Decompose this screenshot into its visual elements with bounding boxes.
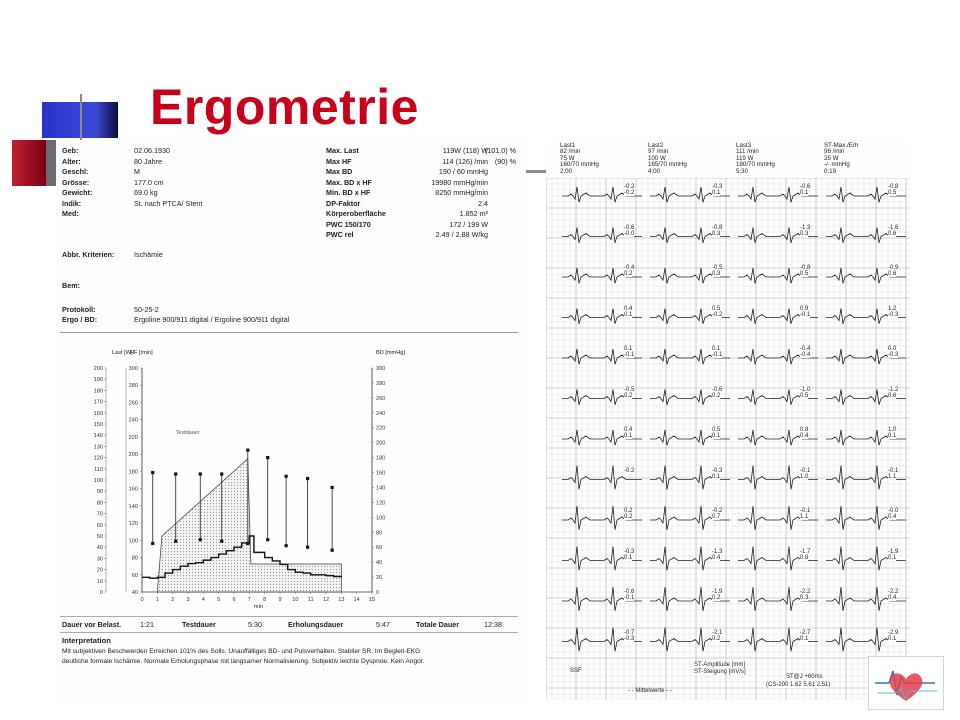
ecg-st-value: 1.0 — [800, 473, 809, 480]
last-tick-label: 0 — [99, 590, 103, 596]
testdauer-label: Testdauer — [182, 620, 216, 629]
cardio-logo — [868, 656, 944, 710]
ecg-st-value: -0.7 — [624, 629, 635, 636]
bd-tick-label: 160 — [376, 470, 386, 477]
ecg-st-value: 0.1 — [624, 433, 633, 440]
bp-systolic-mark — [220, 472, 223, 475]
ecg-st-value: -1.3 — [800, 224, 811, 231]
ecg-st-value: 1.1 — [888, 473, 897, 480]
patient-value: St. nach PTCA/ Stent — [134, 198, 203, 208]
ecg-st-value: -2.1 — [712, 629, 723, 636]
ecg-st-value: -0.3 — [624, 548, 635, 555]
load-area — [157, 459, 341, 592]
hf-tick-label: 300 — [128, 366, 138, 372]
hf-tick-label: 180 — [128, 469, 138, 476]
ecg-st-value: 0.4 — [800, 433, 809, 440]
heart-ecg-icon — [869, 657, 943, 709]
interpretation-title: Interpretation — [62, 636, 111, 645]
ecg-st-value: 0.7 — [712, 514, 721, 521]
ecg-legend-1: ST-Amplitude [mm] — [694, 662, 746, 668]
bp-systolic-mark — [246, 449, 249, 452]
bp-systolic-mark — [331, 486, 334, 489]
bd-tick-label: 260 — [376, 395, 386, 402]
bd-tick-label: 300 — [376, 366, 386, 372]
ecg-column-header: 165/70 mmHg — [648, 161, 687, 169]
patient-value: M — [134, 167, 140, 176]
last-tick-label: 30 — [96, 556, 103, 563]
ecg-st-value: -2.7 — [800, 629, 811, 636]
patient-value: 177.0 cm — [134, 177, 164, 187]
patient-label: Gewicht: — [62, 188, 93, 197]
ecg-st-value: -0.9 — [888, 265, 899, 271]
hf-tick-label: 100 — [128, 538, 138, 545]
bp-diastolic-mark — [246, 542, 249, 545]
last-tick-label: 120 — [93, 455, 103, 462]
result-value: 190 / 60 mmHg — [438, 167, 488, 176]
ecg-st-value: 0.0 — [888, 346, 897, 352]
ecg-st-value: -0.2 — [624, 184, 635, 190]
ecg-column-header: Last3 — [736, 142, 752, 149]
last-tick-label: 50 — [96, 534, 103, 540]
last-tick-label: 90 — [96, 489, 103, 496]
ecg-st-value: -0.5 — [624, 386, 635, 393]
last-tick-label: 110 — [94, 466, 103, 473]
protokoll-value: 50-25-2 — [134, 305, 159, 314]
result-label: DP-Faktor — [326, 198, 361, 208]
x-tick-label: 8 — [263, 597, 267, 603]
ecg-column-header: 4:00 — [648, 167, 661, 175]
ecg-st-value: 1.0 — [888, 427, 897, 433]
total-label: Totale Dauer — [416, 620, 460, 629]
patient-label: Alter: — [62, 156, 81, 166]
patient-value: 69.0 kg — [134, 188, 158, 197]
x-axis-label: min — [253, 604, 263, 610]
ecg-column-header: 100 W — [648, 154, 666, 162]
ecg-st-value: 0.6 — [888, 230, 897, 237]
x-tick-label: 6 — [232, 597, 236, 603]
result-value: 2.4 — [478, 198, 488, 208]
ecg-st-value: 0.5 — [888, 190, 897, 197]
ecg-st-value: 0.1 — [800, 635, 809, 642]
ecg-st-value: -0.4 — [624, 265, 635, 271]
ecg-st-label: ST@J +60ms — [786, 674, 823, 680]
hf-tick-label: 260 — [128, 400, 138, 407]
bp-diastolic-mark — [285, 544, 288, 547]
ecg-st-value: 0.1 — [800, 190, 809, 197]
result-label: Körperoberfläche — [326, 209, 386, 218]
bp-diastolic-mark — [174, 540, 177, 543]
result-value: 172 / 199 W — [449, 219, 488, 229]
ecg-st-value: -0.1 — [624, 595, 635, 602]
summary-divider-2 — [60, 632, 518, 633]
hf-tick-label: 160 — [128, 486, 138, 493]
erholung-label: Erholungsdauer — [288, 620, 344, 629]
ecg-column-header: 119 W — [736, 154, 754, 162]
ergo-label: Ergo / BD: — [62, 315, 98, 324]
x-tick-label: 5 — [217, 597, 221, 603]
abbr-value: Ischämie — [134, 250, 163, 259]
last-tick-label: 170 — [93, 399, 103, 406]
ecg-st-value: 0.1 — [712, 433, 721, 440]
ecg-st-value: -0.6 — [800, 184, 811, 190]
last-tick-label: 40 — [96, 545, 103, 552]
abbr-row — [62, 250, 114, 261]
ecg-st-value: -0.4 — [800, 352, 811, 359]
ecg-column-header: 5:30 — [736, 167, 749, 175]
ecg-st-value: -1.9 — [888, 548, 899, 555]
ecg-st-value: -0.6 — [712, 386, 723, 393]
ecg-st-value: 0.6 — [888, 271, 897, 278]
bp-diastolic-mark — [306, 546, 309, 549]
erholung-value: 5:47 — [376, 620, 390, 629]
result-label: PWC 150/170 — [326, 219, 371, 229]
x-tick-label: 12 — [322, 597, 330, 603]
last-tick-label: 180 — [93, 388, 103, 395]
ecg-st-value: 0.3 — [712, 230, 721, 237]
ecg-st-value: -1.3 — [712, 548, 723, 555]
bd-tick-label: 200 — [376, 440, 386, 447]
bd-tick-label: 100 — [376, 515, 386, 522]
hf-tick-label: 140 — [128, 503, 138, 510]
ecg-st-value: -1.7 — [800, 548, 811, 555]
ecg-st-value: 0.2 — [624, 514, 633, 521]
ecg-st-value: 0.3 — [800, 595, 809, 602]
bd-tick-label: 180 — [376, 455, 386, 462]
ecg-column-header: -/- mmHg — [824, 161, 850, 169]
chart-annotation: Testdauer — [175, 430, 200, 437]
hf-tick-label: 200 — [128, 452, 138, 459]
ecg-column-header: 75 W — [560, 154, 575, 162]
interpretation-line: Mit subjektiven Beschwerden Erreichen 101% des Solls. Unauffälliges BD- und Pulsverhalten. Stabiler SR. Im Begleit-EKG — [62, 648, 421, 655]
last-tick-label: 130 — [93, 444, 103, 451]
ecg-st-value: 0.1 — [624, 311, 633, 318]
x-tick-label: 15 — [368, 597, 376, 603]
bp-systolic-mark — [285, 475, 288, 478]
hf-axis-label: HF [/min] — [130, 350, 153, 356]
x-tick-label: 9 — [278, 597, 282, 603]
ecg-st-value: -0.2 — [624, 190, 635, 197]
result-label: Min. BD x HF — [326, 188, 371, 197]
bd-tick-label: 120 — [376, 500, 386, 507]
last-tick-label: 20 — [96, 567, 103, 574]
patient-value: 80 Jahre — [134, 156, 162, 166]
ecg-cs-label: (CS-200 1.62 5.61 2.51) — [766, 682, 831, 688]
ecg-column-header: 96 /min — [824, 148, 845, 156]
result-extra: (90) % — [494, 156, 516, 166]
ecg-st-value: -2.9 — [888, 629, 899, 636]
ecg-st-value: 0.9 — [800, 305, 809, 312]
ecg-st-value: 0.5 — [712, 427, 721, 433]
abbr-label: Abbr. Kriterien: — [62, 250, 115, 259]
bp-systolic-mark — [151, 471, 154, 474]
patient-label: Geb: — [62, 146, 79, 155]
ecg-st-value: 0.2 — [624, 508, 633, 514]
ecg-st-value: -0.4 — [800, 346, 811, 352]
interpretation-line: deutliche formale Ischämie. Normale Erholungsphase mit langsamer Normalisierung. Subjektiv leichte Dyspnoe. Kein Angor. — [62, 658, 425, 665]
bd-tick-label: 60 — [376, 545, 383, 552]
hf-tick-label: 120 — [128, 521, 138, 528]
last-tick-label: 100 — [93, 478, 103, 484]
summary-divider — [60, 616, 518, 617]
x-tick-label: 0 — [140, 597, 144, 603]
result-value: 1.852 m² — [459, 209, 488, 218]
ecg-column-header: ST-Max./Erh — [824, 142, 859, 149]
bd-tick-label: 220 — [376, 425, 386, 432]
ecg-st-value: 0.3 — [800, 230, 809, 237]
ecg-st-value: -0.1 — [800, 508, 811, 514]
result-label: Max HF — [326, 156, 352, 166]
ecg-legend-2: ST-Steigung [mV/s] — [694, 669, 746, 675]
ergometry-chart — [56, 340, 522, 622]
dauer-vor-value: 1:21 — [140, 620, 154, 629]
ecg-column-header: 160/70 mmHg — [560, 161, 599, 169]
ecg-column-header: 2:00 — [560, 167, 573, 175]
x-tick-label: 3 — [186, 597, 190, 603]
hf-tick-label: 220 — [128, 434, 138, 441]
ecg-st-value: -0.5 — [712, 265, 723, 271]
last-tick-label: 80 — [96, 500, 103, 507]
bp-systolic-mark — [306, 477, 309, 480]
result-value: 114 (126) /min — [442, 156, 488, 166]
result-label: PWC rel — [326, 230, 354, 239]
ecg-mittelwerte: - - Mittelwerte - - — [628, 688, 672, 694]
ecg-st-value: 0.4 — [888, 514, 897, 521]
ecg-st-value: -0.0 — [624, 230, 635, 237]
ecg-st-value: 0.4 — [888, 595, 897, 602]
ecg-st-value: -0.1 — [712, 352, 723, 359]
ergo-value: Ergoline 900/911 digital / Ergoline 900/911 digital — [134, 315, 290, 324]
ecg-column-header: 97 /min — [648, 148, 669, 156]
ecg-st-value: 0.1 — [712, 190, 721, 197]
ecg-st-value: 0.5 — [800, 392, 809, 399]
ecg-st-value: 0.2 — [712, 392, 721, 399]
result-label: Max. BD x HF — [326, 177, 372, 187]
protokoll-label: Protokoll: — [62, 305, 96, 314]
ecg-st-value: 0.8 — [800, 554, 809, 561]
patient-label: Indik: — [62, 198, 82, 208]
ecg-st-value: 1.2 — [888, 305, 897, 312]
ecg-st-value: -2.2 — [888, 589, 899, 595]
result-value: 8250 mmHg/min — [435, 188, 488, 197]
x-tick-label: 14 — [353, 597, 360, 603]
ecg-st-value: -0.1 — [624, 352, 635, 359]
bd-tick-label: 240 — [376, 410, 386, 417]
patient-label: Geschl: — [62, 167, 89, 176]
ecg-st-value: -0.2 — [712, 311, 723, 318]
decor-red-square — [12, 140, 46, 186]
ecg-st-value: 0.1 — [888, 554, 897, 561]
ecg-column-header: Last1 — [560, 142, 576, 149]
last-tick-label: 200 — [93, 366, 103, 372]
total-value: 12:38 — [484, 620, 502, 629]
ecg-st-value: -0.8 — [712, 224, 723, 231]
ecg-st-value: -0.1 — [800, 311, 811, 318]
ecg-st-value: 0.2 — [624, 392, 633, 399]
bp-systolic-mark — [199, 472, 202, 475]
ecg-column-header: Last2 — [648, 142, 664, 149]
bp-diastolic-mark — [266, 538, 269, 541]
x-tick-label: 4 — [201, 597, 205, 603]
ecg-st-value: 0.2 — [712, 595, 721, 602]
ergometry-report — [56, 140, 522, 700]
ecg-st-value: -0.2 — [624, 467, 635, 474]
hf-tick-label: 60 — [131, 572, 138, 579]
ecg-st-value: -2.2 — [800, 589, 811, 595]
ecg-st-value: 0.2 — [624, 271, 633, 278]
ecg-column-header: 111 /min — [736, 148, 759, 156]
patient-value: 02.06.1930 — [134, 146, 170, 155]
result-label: Max BD — [326, 167, 353, 176]
bd-tick-label: 80 — [376, 530, 383, 537]
ecg-st-value: 0.5 — [800, 271, 809, 278]
bd-axis-label: BD [mmHg] — [376, 350, 405, 356]
bp-systolic-mark — [174, 472, 177, 475]
divider — [60, 332, 518, 333]
ecg-st-value: -1.0 — [800, 386, 811, 393]
x-tick-label: 7 — [247, 597, 251, 603]
last-axis-label: Last [W] — [112, 350, 133, 356]
ecg-st-value: -1.2 — [888, 386, 899, 393]
ecg-st-value: 0.5 — [712, 305, 721, 312]
ecg-st-value: -0.2 — [712, 508, 723, 514]
ecg-st-value: -0.6 — [624, 224, 635, 231]
x-tick-label: 10 — [292, 597, 299, 603]
ecg-st-value: -0.3 — [712, 184, 723, 190]
last-tick-label: 10 — [96, 578, 103, 585]
ecg-st-value: -1.9 — [712, 589, 723, 595]
x-tick-label: 1 — [155, 597, 159, 603]
ecg-st-value: 0.1 — [888, 635, 897, 642]
dauer-vor-label: Dauer vor Belast. — [62, 620, 122, 629]
bp-diastolic-mark — [331, 549, 334, 552]
ecg-column-header: 25 W — [824, 154, 839, 162]
last-tick-label: 190 — [93, 377, 103, 384]
patient-label: Med: — [62, 209, 79, 218]
ecg-st-value: -0.6 — [624, 589, 635, 595]
ecg-column-header: 180/70 mmHg — [736, 161, 775, 169]
ecg-st-value: 0.1 — [712, 473, 721, 480]
last-tick-label: 60 — [96, 522, 103, 529]
bd-tick-label: 40 — [376, 560, 383, 567]
ecg-st-value: 0.6 — [888, 392, 897, 399]
ecg-st-value: 0.3 — [712, 271, 721, 278]
slide-title: Ergometrie — [150, 79, 419, 135]
ecg-st-value: 0.4 — [624, 305, 633, 312]
last-tick-label: 150 — [93, 422, 103, 428]
ecg-st-value: 0.4 — [624, 427, 633, 433]
last-tick-label: 140 — [93, 433, 103, 440]
ecg-st-value: -0.1 — [800, 467, 811, 474]
ecg-st-value: -0.1 — [888, 467, 899, 474]
result-value: 19980 mmHg/min — [431, 177, 488, 187]
ecg-st-value: 0.1 — [888, 433, 897, 440]
ecg-st-value: 0.1 — [624, 554, 633, 561]
x-tick-label: 13 — [338, 597, 345, 603]
decor-left-shadow — [46, 140, 56, 186]
ecg-st-value: -0.3 — [888, 352, 899, 359]
last-tick-label: 160 — [93, 410, 103, 417]
bp-diastolic-mark — [220, 540, 223, 543]
ecg-grid — [546, 178, 910, 700]
ecg-st-value: 1.1 — [800, 514, 809, 521]
hf-tick-label: 80 — [131, 555, 138, 562]
ecg-st-value: 0.2 — [712, 635, 721, 642]
result-label: Max. Last — [326, 146, 359, 155]
hf-tick-label: 280 — [128, 383, 138, 390]
ecg-ssf: SSF — [570, 668, 582, 674]
ecg-column-header: 82 /min — [560, 148, 581, 156]
ecg-st-value: 0.1 — [712, 346, 721, 352]
bp-systolic-mark — [266, 456, 269, 459]
ecg-st-value: -0.3 — [712, 467, 723, 474]
bd-tick-label: 140 — [376, 485, 386, 492]
last-tick-label: 70 — [96, 511, 103, 518]
ecg-st-value: -1.6 — [888, 224, 899, 231]
ecg-st-value: -0.8 — [800, 265, 811, 271]
ecg-st-value: 0.8 — [800, 427, 809, 433]
patient-label: Grösse: — [62, 177, 90, 187]
bem-label: Bem: — [62, 281, 80, 290]
x-tick-label: 11 — [307, 597, 314, 603]
ecg-st-value: -0.3 — [624, 635, 635, 642]
bd-tick-label: 280 — [376, 380, 386, 387]
ecg-st-value: -0.3 — [888, 311, 899, 318]
bp-diastolic-mark — [151, 542, 154, 545]
testdauer-value: 5:30 — [248, 620, 262, 629]
ecg-st-value: -0.0 — [888, 508, 899, 514]
result-value: 119W (118) W — [442, 146, 488, 155]
bd-tick-label: 20 — [376, 575, 383, 582]
result-value: 2.49 / 2.88 W/kg — [435, 230, 488, 239]
decor-horizontal-line — [526, 170, 546, 173]
x-tick-label: 2 — [171, 597, 175, 603]
bd-tick-label: 0 — [376, 590, 380, 596]
ecg-column-header: 0:19 — [824, 167, 837, 175]
ecg-st-value: -0.8 — [888, 184, 899, 190]
result-extra: (101.0) % — [484, 146, 516, 155]
hf-tick-label: 240 — [128, 417, 138, 424]
hf-tick-label: 40 — [131, 590, 138, 596]
bp-diastolic-mark — [199, 538, 202, 541]
ecg-st-value: 0.4 — [712, 554, 721, 561]
ecg-panel — [546, 140, 910, 700]
ecg-st-value: 0.1 — [624, 346, 633, 352]
